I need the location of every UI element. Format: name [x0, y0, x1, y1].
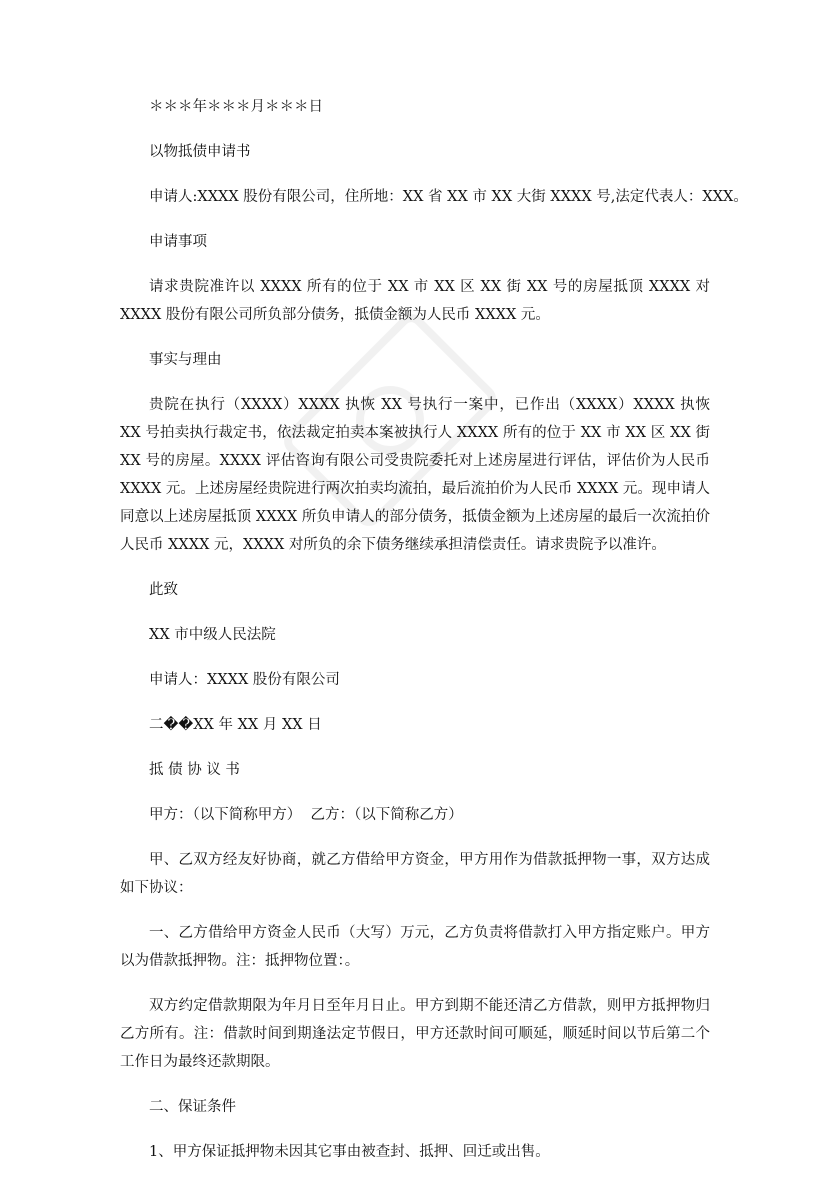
- facts-heading: 事实与理由: [149, 352, 222, 368]
- facts-body: 贵院在执行（XXXX）XXXX 执恢 XX 号执行一案中，已作出（XXXX）XXXX 执恢 XX 号拍卖执行裁定书，依法裁定拍卖本案被执行人 XXXX 所有的位于 XX 市 XX 区 XX 街 XX 号的房屋。XXXX 评估咨询有限公司受贵院委托对上述房屋进行评估，评估价为人民币 XXXX 元。上述房屋经贵院进行两次拍卖均流拍，最后流拍价为人民币 XXXX 元。现申请人同意以上述房屋抵顶 XXXX 所负申请人的部分债务，抵债金额为上述房屋的最后一次流拍价人民币 XXXX 元，XXXX 对所负的余下债务继续承担清偿责任。请求贵院予以准许。: [120, 397, 710, 553]
- clause-2-item-1: 1、甲方保证抵押物未因其它事由被查封、抵押、回迁或出售。: [149, 1144, 550, 1160]
- application-title: 以物抵债申请书: [149, 144, 251, 160]
- date-line: ＊＊＊年＊＊＊月＊＊＊日: [149, 99, 323, 115]
- agreement-title: 抵 债 协 议 书: [149, 762, 240, 778]
- agreement-intro: 甲、乙双方经友好协商，就乙方借给甲方资金，甲方用作为借款抵押物一事，双方达成如下协议：: [120, 852, 710, 896]
- parties-line: 甲方：（以下简称甲方） 乙方：（以下简称乙方）: [149, 807, 463, 823]
- applicant-line: 申请人:XXXX 股份有限公司，住所地：XX 省 XX 市 XX 大街 XXXX 号,法定代表人：XXX。: [149, 189, 748, 205]
- document-body: [120, 93, 748, 1183]
- clause-2-heading: 二、保证条件: [149, 1099, 236, 1115]
- court-name: XX 市中级人民法院: [149, 627, 276, 643]
- request-body: 请求贵院准许以 XXXX 所有的位于 XX 市 XX 区 XX 街 XX 号的房屋抵顶 XXXX 对 XXXX 股份有限公司所负部分债务，抵债金额为人民币 XXXX 元。: [120, 279, 710, 323]
- signature-line: 申请人：XXXX 股份有限公司: [149, 672, 340, 688]
- sign-date: 二��XX 年 XX 月 XX 日: [149, 717, 322, 733]
- clause-1: 一、乙方借给甲方资金人民币（大写）万元，乙方负责将借款打入甲方指定账户。甲方以为借款抵押物。注：抵押物位置：。: [120, 925, 710, 969]
- salutation: 此致: [149, 582, 178, 598]
- clause-1-term: 双方约定借款期限为年月日至年月日止。甲方到期不能还清乙方借款，则甲方抵押物归乙方所有。注：借款时间到期逢法定节假日，甲方还款时间可顺延，顺延时间以节后第二个工作日为最终还款期限。: [120, 998, 710, 1070]
- request-heading: 申请事项: [149, 234, 207, 250]
